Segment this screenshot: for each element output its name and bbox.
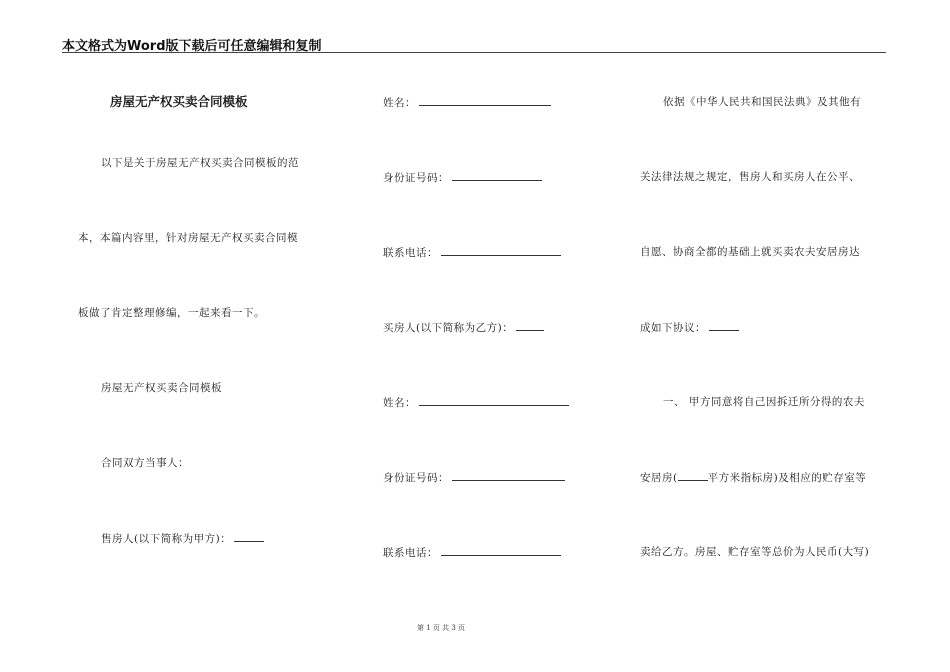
col1-line-3: 板做了肯定整理修编，一起来看一下。	[78, 307, 265, 319]
buyer-label: 买房人(以下简称为乙方)：	[383, 322, 514, 334]
col3-line-7: 卖给乙方。房屋、贮存室等总价为人民币(大写)	[640, 546, 870, 558]
col3-line-1: 依据《中华人民共和国民法典》及其他有	[663, 96, 861, 108]
col1-seller-line	[101, 530, 264, 546]
area-blank[interactable]	[678, 469, 708, 481]
col3-area-line	[640, 469, 866, 485]
col2-name-line-2	[383, 394, 569, 410]
col2-phone-line-1	[383, 244, 561, 260]
col1-line-1: 以下是关于房屋无产权买卖合同模板的范	[101, 157, 299, 169]
id-number-label: 身份证号码：	[383, 172, 449, 184]
name-blank[interactable]	[419, 94, 551, 106]
document-banner: 本文格式为Word版下载后可任意编辑和复制	[62, 39, 322, 54]
buyer-name-blank[interactable]	[419, 394, 569, 406]
buyer-phone-label: 联系电话：	[383, 547, 438, 559]
buyer-blank[interactable]	[516, 319, 544, 331]
buyer-id-label: 身份证号码：	[383, 472, 449, 484]
col1-line-2: 本，本篇内容里，针对房屋无产权买卖合同模	[78, 232, 298, 244]
col1-line-5: 合同双方当事人：	[101, 457, 189, 469]
col2-id-line-1	[383, 169, 542, 185]
col3-agreement-line	[640, 319, 739, 335]
agreement-label: 成如下协议：	[640, 322, 706, 334]
col2-buyer-line	[383, 319, 544, 335]
phone-label: 联系电话：	[383, 247, 438, 259]
col2-phone-line-2	[383, 544, 561, 560]
id-number-blank[interactable]	[452, 169, 542, 181]
seller-blank[interactable]	[234, 530, 264, 542]
seller-label: 售房人(以下简称为甲方)：	[101, 533, 232, 545]
document-title: 房屋无产权买卖合同模板	[110, 94, 248, 109]
col3-line-3: 自愿、协商全都的基础上就买卖农夫安居房达	[640, 246, 860, 258]
col2-name-line-1	[383, 94, 551, 110]
col2-id-line-2	[383, 469, 565, 485]
name-label: 姓名：	[383, 97, 416, 109]
buyer-phone-blank[interactable]	[441, 544, 561, 556]
buyer-id-blank[interactable]	[452, 469, 565, 481]
agreement-blank[interactable]	[709, 319, 739, 331]
area-unit-text: 平方米指标房)及相应的贮存室等	[707, 472, 867, 484]
header-divider	[62, 52, 886, 53]
page-indicator: 第 1 页 共 3 页	[416, 624, 466, 632]
buyer-name-label: 姓名：	[383, 397, 416, 409]
housing-label: 安居房(	[640, 472, 678, 484]
col3-line-5: 一、 甲方同意将自己因拆迁所分得的农夫	[663, 396, 865, 408]
phone-blank[interactable]	[441, 244, 561, 256]
col3-line-2: 关法律法规之规定，售房人和买房人在公平、	[640, 171, 860, 183]
col1-line-4: 房屋无产权买卖合同模板	[101, 382, 222, 394]
